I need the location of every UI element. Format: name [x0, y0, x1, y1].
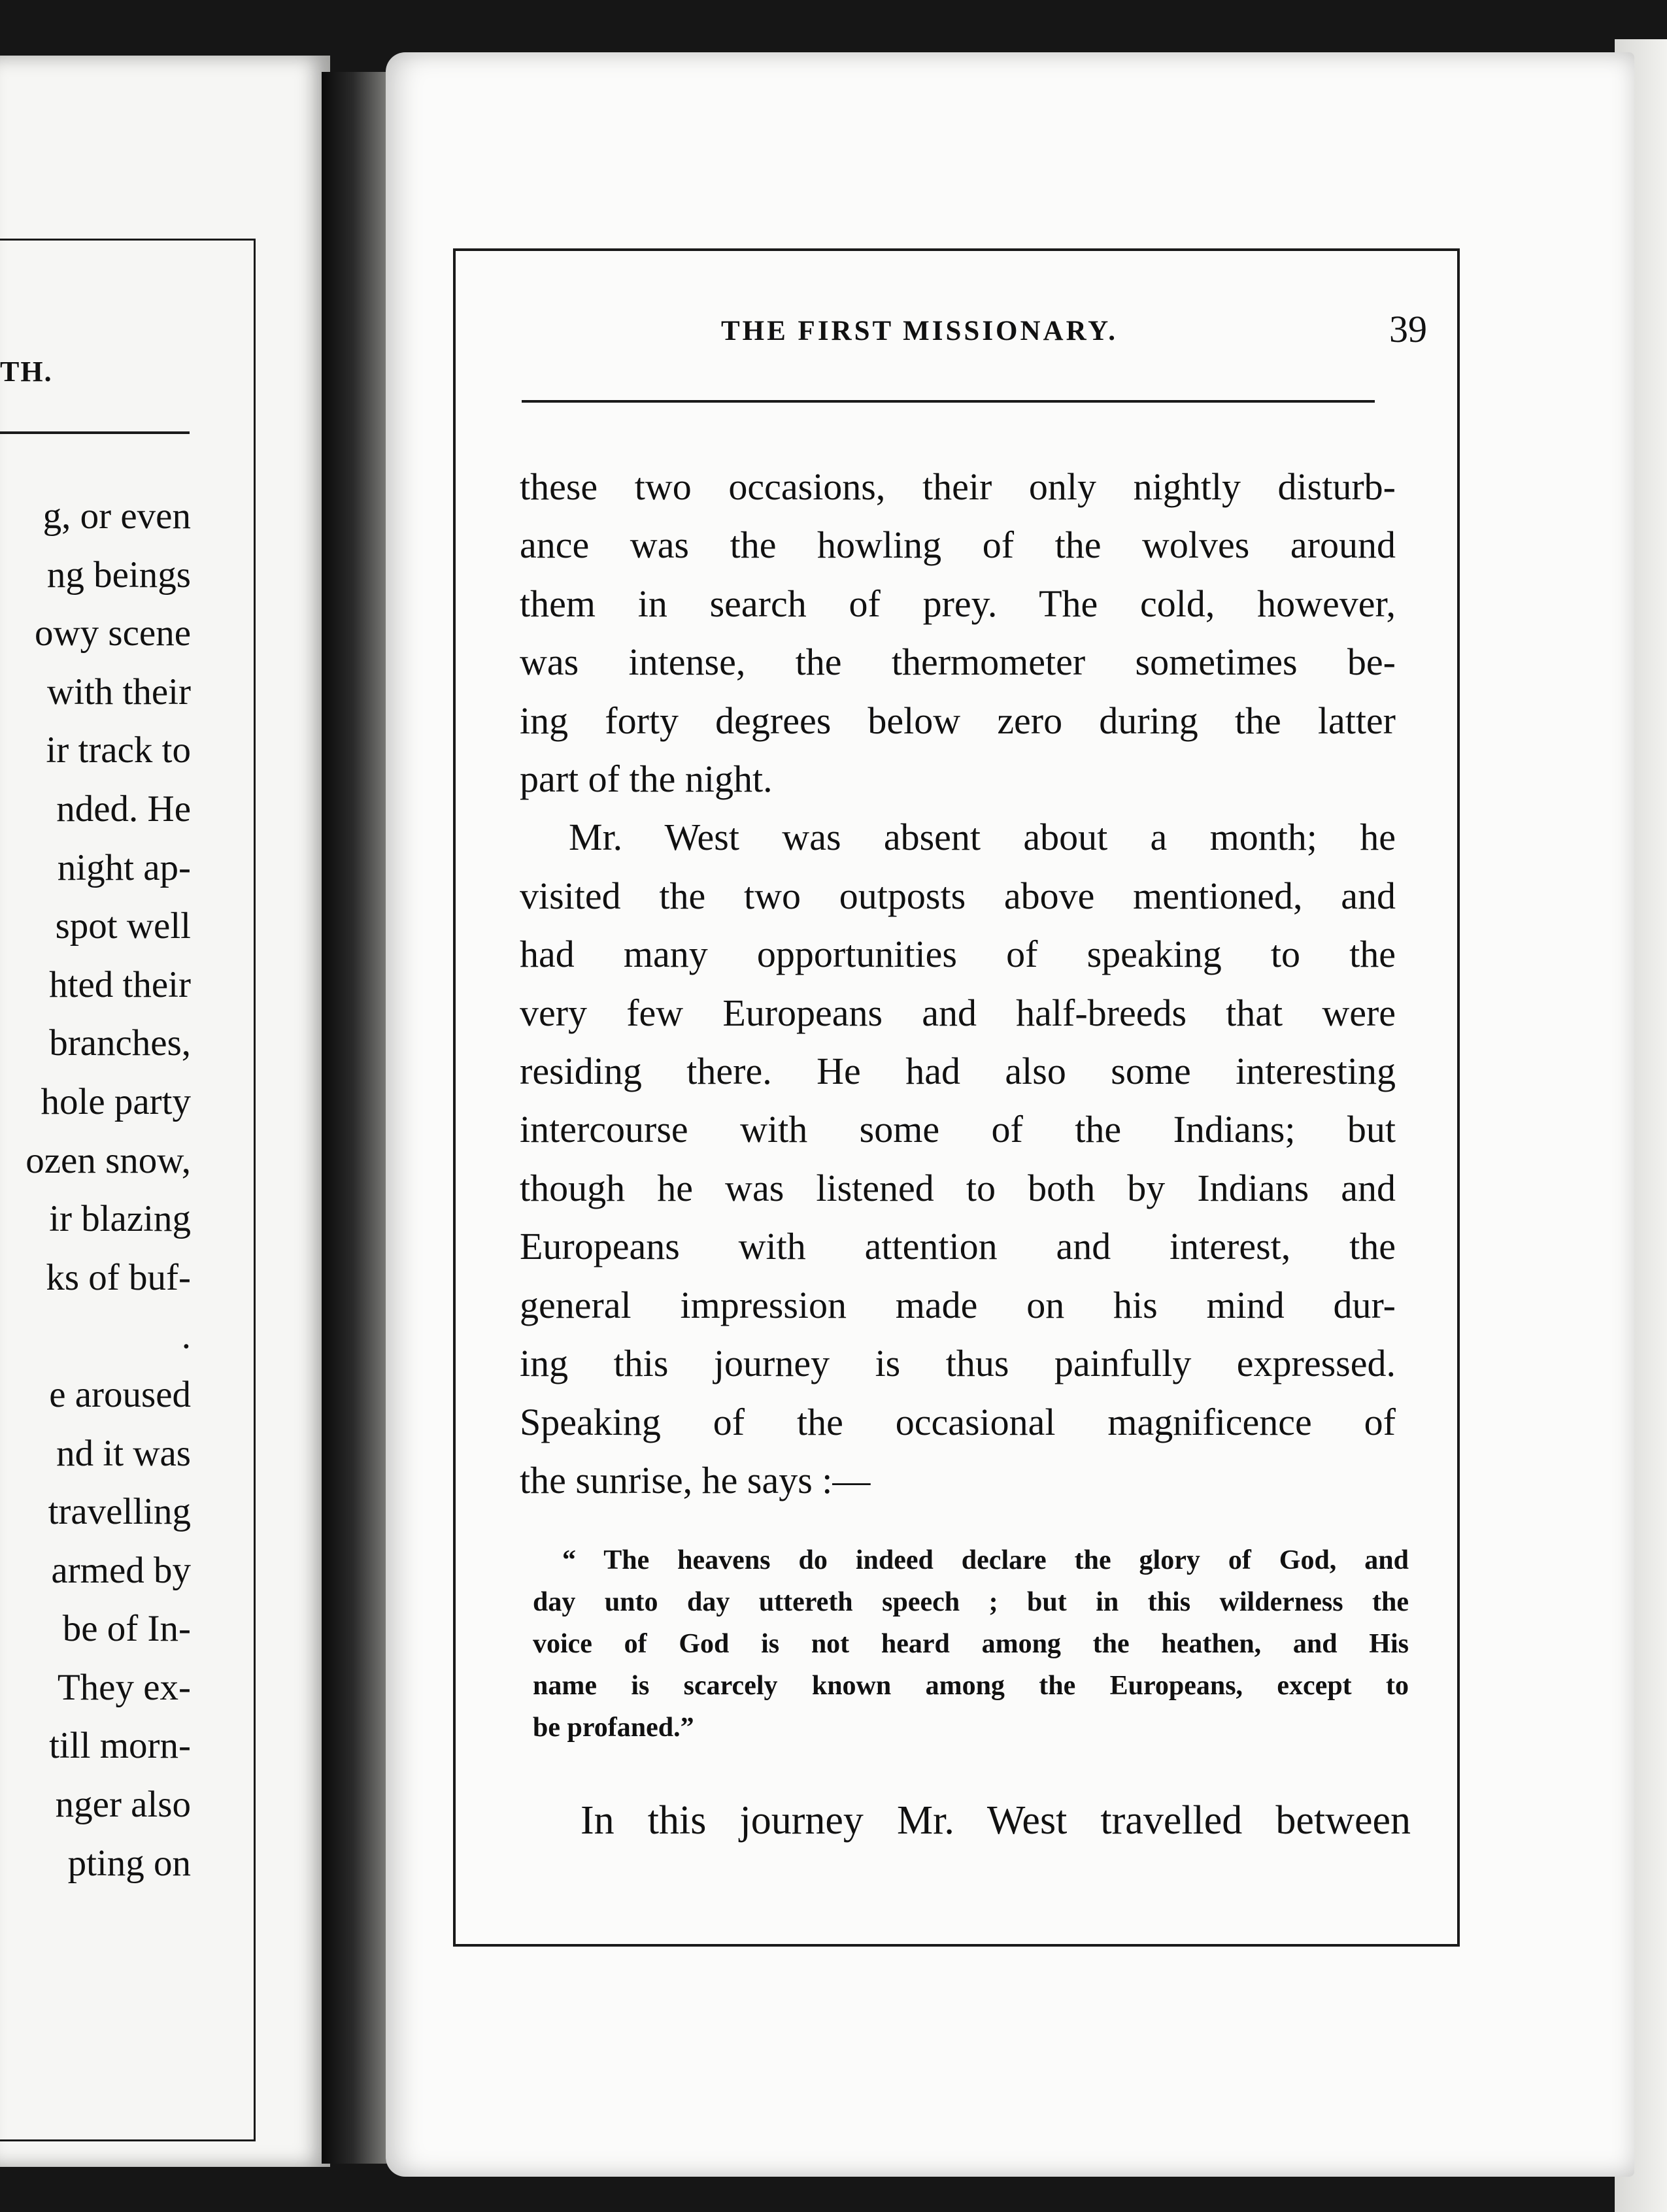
- text-line: nger also: [55, 1784, 191, 1826]
- text-line: with their: [46, 671, 191, 712]
- quote-line: be profaned.”: [533, 1713, 694, 1743]
- running-head-title: THE FIRST MISSIONARY.: [721, 316, 1119, 346]
- text-line: night ap-: [57, 846, 191, 888]
- text-line: armed by: [51, 1549, 191, 1591]
- text-line: be of In-: [62, 1608, 191, 1650]
- text-line: had many opportunities of speaking to the: [520, 933, 1396, 976]
- text-line: ing forty degrees below zero during the latter: [520, 699, 1396, 742]
- text-line: though he was listened to both by Indians and: [520, 1166, 1396, 1209]
- text-line: g, or even: [42, 495, 191, 537]
- text-line: owy scene: [35, 612, 191, 654]
- text-line: the sunrise, he says :—: [520, 1458, 871, 1501]
- text-line: .: [181, 1315, 191, 1357]
- text-line: They ex-: [57, 1666, 191, 1708]
- head-rule: [522, 400, 1375, 403]
- text-line: Mr. West was absent about a month; he: [569, 816, 1396, 859]
- text-line: nded. He: [56, 788, 191, 830]
- left-head-rule: [0, 431, 190, 434]
- final-text-line: In this journey Mr. West travelled between: [581, 1798, 1411, 1843]
- text-line: till morn-: [49, 1725, 191, 1767]
- text-line: Speaking of the occasional magnificence of: [520, 1400, 1396, 1443]
- text-line: intercourse with some of the Indians; but: [520, 1108, 1396, 1151]
- text-line: residing there. He had also some interesting: [520, 1050, 1396, 1093]
- quote-line: day unto day uttereth speech ; but in this wilderness the: [533, 1587, 1409, 1617]
- page-number: 39: [1389, 308, 1427, 350]
- text-line: ance was the howling of the wolves around: [520, 524, 1396, 567]
- text-line: them in search of prey. The cold, however,: [520, 582, 1396, 625]
- text-line: branches,: [49, 1022, 191, 1064]
- text-line: part of the night.: [520, 758, 773, 801]
- text-line: hole party: [41, 1081, 191, 1122]
- left-page-text: [25, 487, 191, 1892]
- text-line: nd it was: [56, 1432, 191, 1474]
- text-line: visited the two outposts above mentioned, and: [520, 874, 1396, 917]
- left-page: [0, 56, 330, 2167]
- quote-line: name is scarcely known among the Europeans, except to: [533, 1671, 1409, 1701]
- text-line: ir blazing: [49, 1198, 191, 1240]
- text-line: ing this journey is thus painfully expressed.: [520, 1342, 1396, 1385]
- text-line: ks of buf-: [46, 1256, 191, 1298]
- text-line: travelling: [48, 1491, 191, 1533]
- running-head: [453, 307, 1427, 353]
- text-line: e aroused: [49, 1373, 191, 1415]
- quote-line: “ The heavens do indeed declare the glory of God, and: [562, 1545, 1409, 1575]
- text-line: spot well: [55, 905, 191, 947]
- text-line: pting on: [67, 1842, 191, 1884]
- text-line: hted their: [49, 964, 191, 1005]
- text-line: these two occasions, their only nightly disturb-: [520, 465, 1396, 508]
- text-line: ng beings: [46, 554, 191, 595]
- quote-line: voice of God is not heard among the heathen, and His: [533, 1629, 1409, 1659]
- block-quote: [533, 1539, 1409, 1749]
- text-line: ir track to: [46, 729, 191, 771]
- text-line: Europeans with attention and interest, the: [520, 1225, 1396, 1268]
- left-running-head: TH.: [0, 356, 53, 388]
- text-line: general impression made on his mind dur-: [520, 1283, 1396, 1326]
- text-line: ozen snow,: [25, 1139, 191, 1181]
- body-text: [520, 458, 1396, 1509]
- text-line: very few Europeans and half-breeds that were: [520, 991, 1396, 1034]
- text-line: was intense, the thermometer sometimes be-: [520, 641, 1396, 684]
